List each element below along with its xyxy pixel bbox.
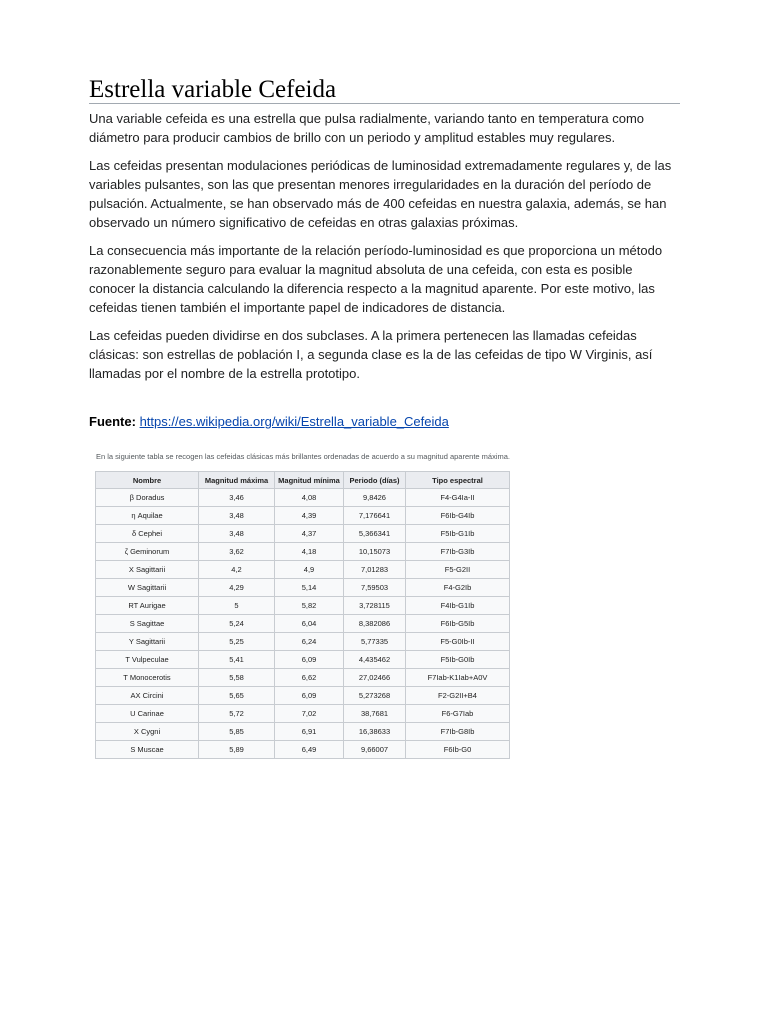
table-cell: 8,382086: [344, 615, 406, 633]
table-row: [96, 579, 510, 597]
table-cell: F5-G2II: [406, 561, 510, 579]
table-cell: F6Ib-G0: [406, 741, 510, 759]
table-cell: 6,24: [275, 633, 344, 651]
table-row: [96, 669, 510, 687]
table-row: [96, 651, 510, 669]
table-cell: β Doradus: [96, 489, 199, 507]
table-cell: 5,58: [199, 669, 275, 687]
table-cell: 6,09: [275, 687, 344, 705]
table-body: [96, 489, 510, 759]
table-cell: 4,29: [199, 579, 275, 597]
table-cell: 5,41: [199, 651, 275, 669]
table-cell: Y Sagittarii: [96, 633, 199, 651]
table-cell: 7,01283: [344, 561, 406, 579]
table-row: [96, 741, 510, 759]
table-cell: δ Cephei: [96, 525, 199, 543]
page-title: Estrella variable Cefeida: [89, 76, 337, 103]
table-cell: X Sagittarii: [96, 561, 199, 579]
table-cell: 4,39: [275, 507, 344, 525]
table-cell: 6,49: [275, 741, 344, 759]
table-cell: 5,366341: [344, 525, 406, 543]
table-row: [96, 615, 510, 633]
table-cell: 5,14: [275, 579, 344, 597]
table-row: [96, 543, 510, 561]
paragraph: Las cefeidas pueden dividirse en dos subclases. A la primera pertenecen las llamadas cefeidas clásicas: son estrellas de población I, a segunda clase es la de las cefeidas de tipo W Virginis, así llamadas por el nombre de la estrella prototipo.: [89, 328, 653, 381]
table-row: [96, 723, 510, 741]
table-cell: 6,91: [275, 723, 344, 741]
table-cell: 5,25: [199, 633, 275, 651]
table-cell: 38,7681: [344, 705, 406, 723]
table-cell: 5,72: [199, 705, 275, 723]
table-cell: 16,38633: [344, 723, 406, 741]
table-cell: U Carinae: [96, 705, 199, 723]
table-cell: 3,48: [199, 525, 275, 543]
table-row: [96, 561, 510, 579]
table-cell: η Aquilae: [96, 507, 199, 525]
table-caption: En la siguiente tabla se recogen las cefeidas clásicas más brillantes ordenadas de acuerdo a su magnitud aparente máxima.: [96, 452, 510, 461]
table-cell: 3,728115: [344, 597, 406, 615]
source-link[interactable]: https://es.wikipedia.org/wiki/Estrella_variable_Cefeida: [139, 414, 449, 429]
table-cell: 5,82: [275, 597, 344, 615]
table-cell: F4-G4Ia-II: [406, 489, 510, 507]
table-cell: F6-G7Iab: [406, 705, 510, 723]
table-cell: 3,48: [199, 507, 275, 525]
table-cell: 5,85: [199, 723, 275, 741]
table-row: [96, 525, 510, 543]
column-header: Magnitud mínima: [275, 472, 344, 489]
paragraph: Las cefeidas presentan modulaciones periódicas de luminosidad extremadamente regulares y, de las variables pulsantes, son las que presentan menores irregularidades en la duración del período de pulsación. Actualmente, se han observado más de 400 cefeidas en nuestra galaxia, además, se han observado un número significativo de cefeidas en otras galaxias próximas.: [89, 158, 672, 230]
table-cell: F7Ib-G3Ib: [406, 543, 510, 561]
table-cell: 10,15073: [344, 543, 406, 561]
table-header-row: [96, 472, 510, 489]
table-cell: F5-G0Ib-II: [406, 633, 510, 651]
table-cell: 3,46: [199, 489, 275, 507]
table-cell: S Sagittae: [96, 615, 199, 633]
column-header: Magnitud máxima: [199, 472, 275, 489]
paragraph: La consecuencia más importante de la relación período-luminosidad es que proporciona un método razonablemente seguro para evaluar la magnitud absoluta de una cefeida, con esta es posible conocer la distancia calculando la diferencia respecto a la magnitud aparente. Por este motivo, las cefeidas tienen también el importante papel de indicadores de distancia.: [89, 243, 663, 315]
source-label: Fuente:: [89, 414, 136, 429]
table-cell: 7,176641: [344, 507, 406, 525]
table-cell: W Sagittarii: [96, 579, 199, 597]
table-cell: F4-G2Ib: [406, 579, 510, 597]
table-cell: AX Circini: [96, 687, 199, 705]
table-cell: 7,02: [275, 705, 344, 723]
column-header: Nombre: [96, 472, 199, 489]
table-cell: F5Ib-G0Ib: [406, 651, 510, 669]
table-cell: 4,18: [275, 543, 344, 561]
table-cell: F6Ib-G5Ib: [406, 615, 510, 633]
table-cell: 27,02466: [344, 669, 406, 687]
source-line: [89, 414, 449, 429]
table-row: [96, 507, 510, 525]
title-divider: [89, 103, 680, 104]
table-cell: X Cygni: [96, 723, 199, 741]
table-cell: 5,65: [199, 687, 275, 705]
table-cell: 6,62: [275, 669, 344, 687]
table-row: [96, 687, 510, 705]
table-cell: S Muscae: [96, 741, 199, 759]
table-cell: F7Ib-G8Ib: [406, 723, 510, 741]
table-cell: F6Ib-G4Ib: [406, 507, 510, 525]
table-cell: 4,08: [275, 489, 344, 507]
table-row: [96, 597, 510, 615]
table-row: [96, 633, 510, 651]
table-cell: 5,273268: [344, 687, 406, 705]
table-cell: 4,37: [275, 525, 344, 543]
table-cell: 5,77335: [344, 633, 406, 651]
table-cell: 5: [199, 597, 275, 615]
table-cell: 3,62: [199, 543, 275, 561]
table-cell: F2-G2II+B4: [406, 687, 510, 705]
table-cell: 6,04: [275, 615, 344, 633]
column-header: Periodo (días): [344, 472, 406, 489]
table-cell: F7Iab-K1Iab+A0V: [406, 669, 510, 687]
table-cell: 9,66007: [344, 741, 406, 759]
column-header: Tipo espectral: [406, 472, 510, 489]
table-cell: 5,24: [199, 615, 275, 633]
table-row: [96, 489, 510, 507]
table-cell: T Vulpeculae: [96, 651, 199, 669]
cepheid-table: [95, 471, 510, 759]
table-row: [96, 705, 510, 723]
paragraph: Una variable cefeida es una estrella que pulsa radialmente, variando tanto en temperatura como diámetro para producir cambios de brillo con un periodo y amplitud estables muy regulares.: [89, 111, 645, 145]
table-cell: T Monocerotis: [96, 669, 199, 687]
body-text: [89, 109, 680, 392]
table-cell: RT Aurigae: [96, 597, 199, 615]
table-cell: F4Ib-G1Ib: [406, 597, 510, 615]
table-cell: 9,8426: [344, 489, 406, 507]
table-cell: 7,59503: [344, 579, 406, 597]
table-cell: 4,9: [275, 561, 344, 579]
table-cell: 4,2: [199, 561, 275, 579]
table-cell: ζ Geminorum: [96, 543, 199, 561]
table-cell: 6,09: [275, 651, 344, 669]
table-cell: 4,435462: [344, 651, 406, 669]
table-cell: F5Ib-G1Ib: [406, 525, 510, 543]
table-cell: 5,89: [199, 741, 275, 759]
cepheid-table-image: [95, 452, 555, 759]
